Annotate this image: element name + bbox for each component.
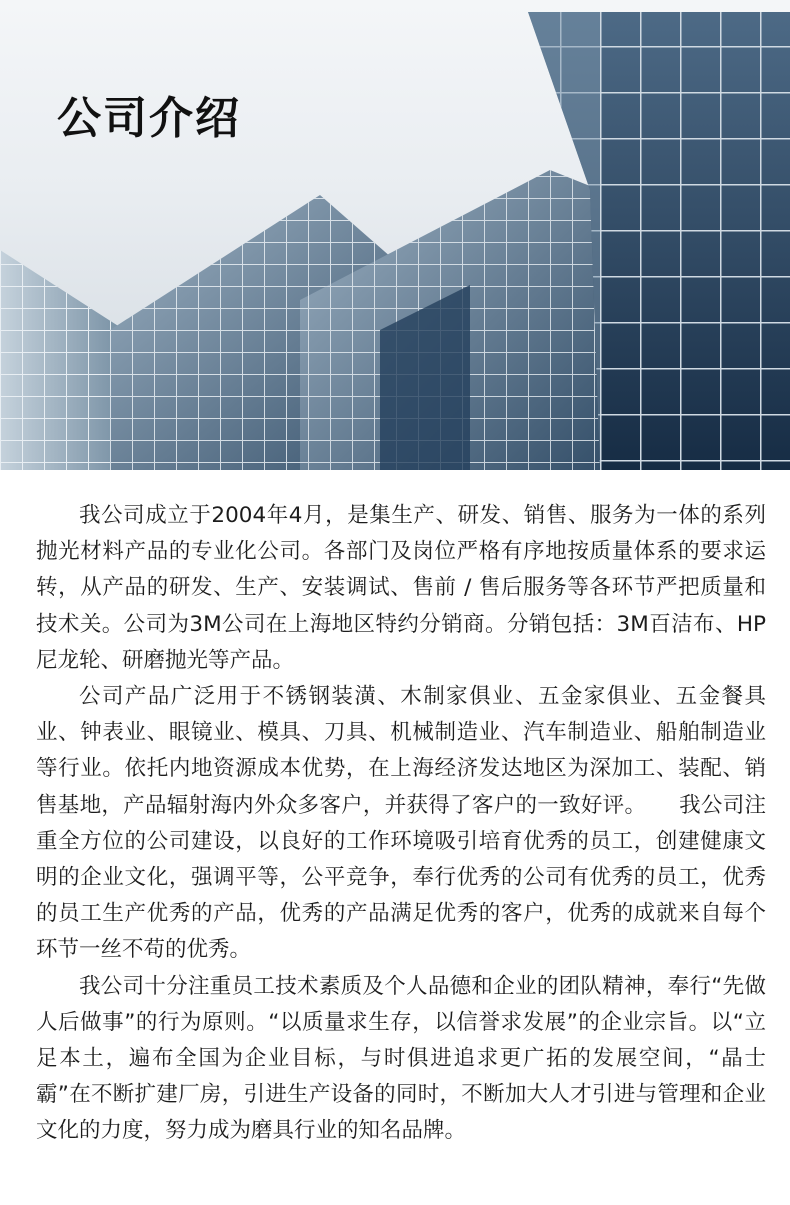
paragraph: 公司产品广泛用于不锈钢装潢、木制家俱业、五金家俱业、五金餐具业、钟表业、眼镜业、模具、刀具、机械制造业、汽车制造业、船舶制造业等行业。依托内地资源成本优势，在上海经济发达地区为深加工、装配、销售基地，产品辐射海内外众多客户，并获得了客户的一致好评。 我公司注重全方位的公司建设，以良好的工作环境吸引培育优秀的员工，创建健康文明的企业文化，强调平等，公平竞争，奉行优秀的公司有优秀的员工，优秀的员工生产优秀的产品，优秀的产品满足优秀的客户，优秀的成就来自每个环节一丝不苟的优秀。 xyxy=(36,684,766,963)
hero-banner xyxy=(0,0,790,470)
paragraph: 我公司成立于2004年4月，是集生产、研发、销售、服务为一体的系列抛光材料产品的专业化公司。各部门及岗位严格有序地按质量体系的要求运转，从产品的研发、生产、安装调试、售前 / 售后服务等各环节严把质量和技术关。公司为3M公司在上海地区特约分销商。分销包括：3M百洁布、HP尼龙轮、研磨抛光等产品。 xyxy=(36,503,766,673)
company-intro-text xyxy=(36,498,766,1150)
page-title: 公司介绍 xyxy=(57,93,241,144)
building-illustration xyxy=(0,0,790,470)
building-center xyxy=(300,170,600,470)
paragraph: 我公司十分注重员工技术素质及个人品德和企业的团队精神，奉行“先做人后做事”的行为原则。“以质量求生存，以信誉求发展”的企业宗旨。以“立足本土，遍布全国为企业目标，与时俱进追求更广拓的发展空间，“晶士霸”在不断扩建厂房，引进生产设备的同时，不断加大人才引进与管理和企业文化的力度，努力成为磨具行业的知名品牌。 xyxy=(36,973,766,1144)
